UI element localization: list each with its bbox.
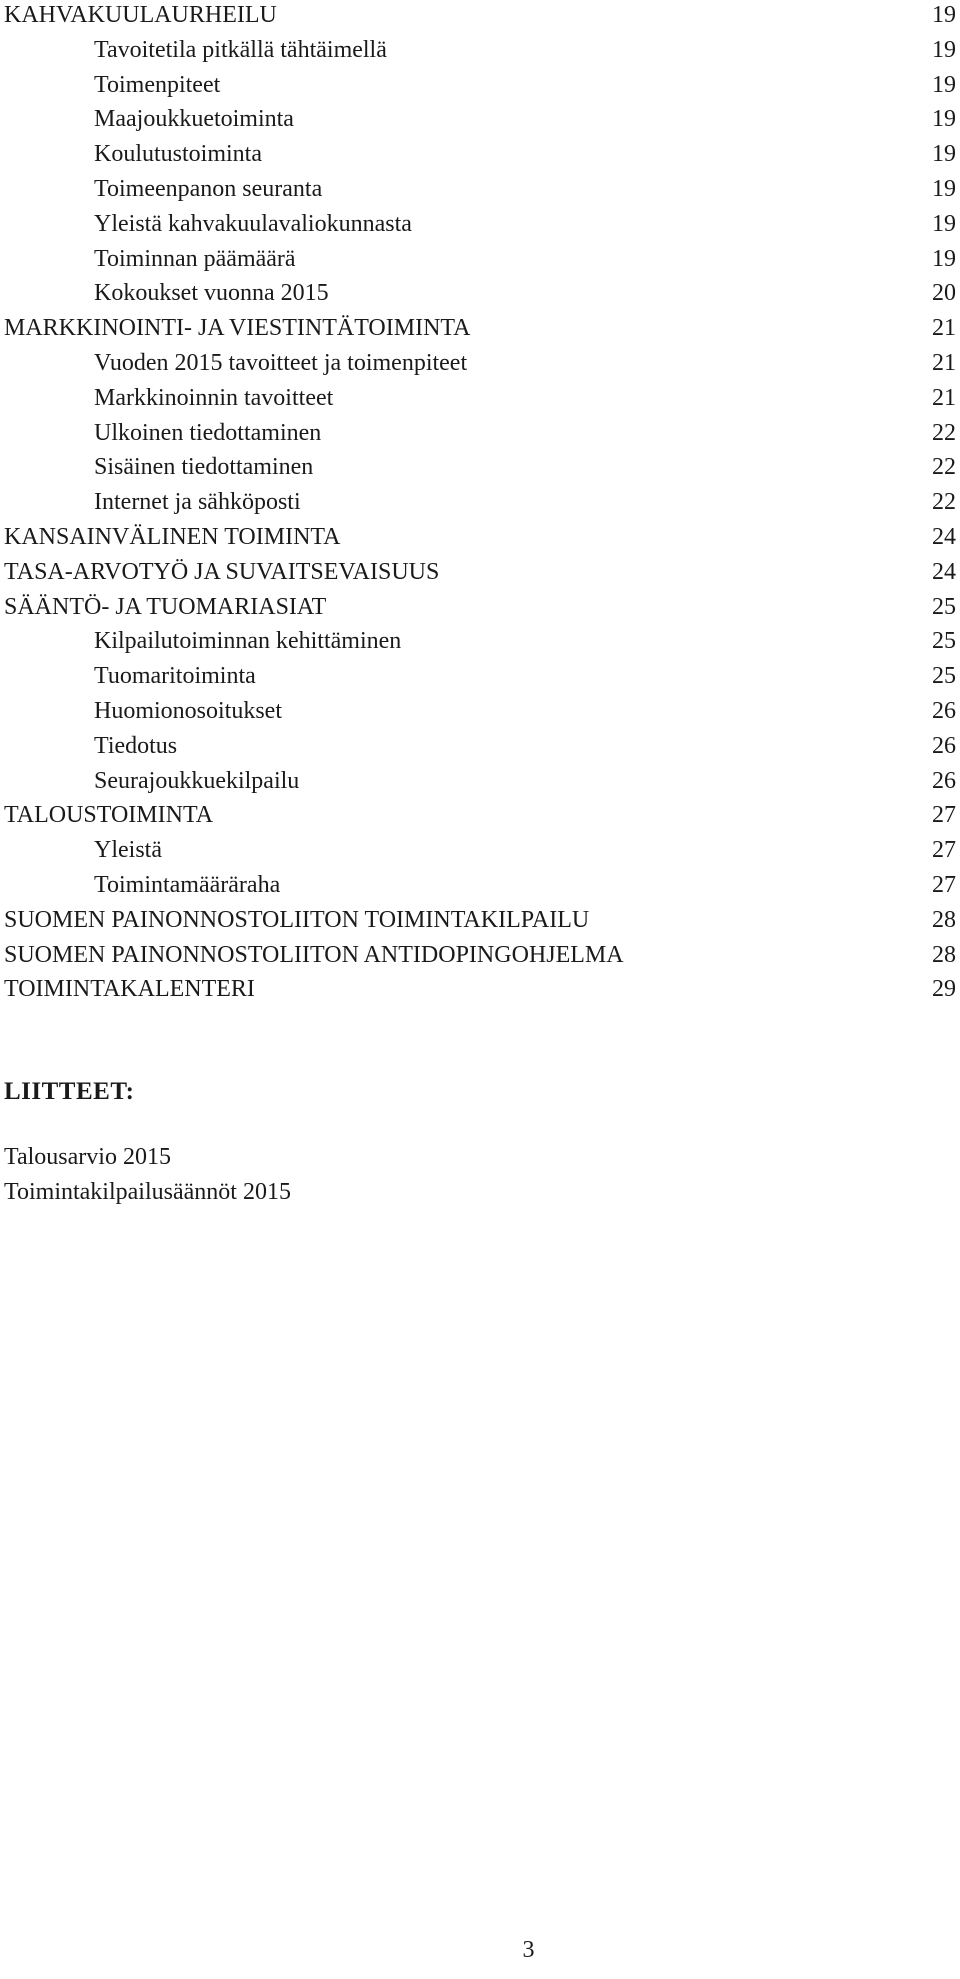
toc-entry-page-number: 21 [932,384,956,411]
toc-entry-title: TASA-ARVOTYÖ JA SUVAITSEVAISUUS [4,558,440,585]
toc-entry-title: Maajoukkuetoiminta [94,106,294,133]
toc-entry-page-number: 29 [932,976,956,1003]
toc-entry [0,348,960,383]
toc-entry-title: SUOMEN PAINONNOSTOLIITON ANTIDOPINGOHJELMA [4,941,624,968]
toc-entry [0,522,960,557]
page-number: 3 [522,1937,535,1963]
appendix-list [4,1140,291,1210]
toc-entry [0,940,960,975]
toc-entry [0,452,960,487]
toc-entry-page-number: 22 [932,419,956,446]
toc-entry-title: Vuoden 2015 tavoitteet ja toimenpiteet [94,349,468,376]
toc-entry-page-number: 20 [932,280,956,307]
toc-entry [0,383,960,418]
toc-entry-title: TALOUSTOIMINTA [4,802,214,829]
toc-entry-title: Seurajoukkuekilpailu [94,767,300,794]
toc-entry-page-number: 26 [932,767,956,794]
toc-entry [0,35,960,70]
toc-entry-page-number: 26 [932,732,956,759]
toc-entry-page-number: 22 [932,489,956,516]
toc-entry [0,0,960,35]
toc-entry [0,70,960,105]
appendix-item: Talousarvio 2015 [4,1144,171,1170]
toc-entry-title: Huomionosoitukset [94,697,283,724]
toc-entry [0,592,960,627]
toc-entry-page-number: 19 [932,210,956,237]
toc-entry-title: Tuomaritoiminta [94,663,256,690]
toc-entry-page-number: 19 [932,36,956,63]
toc-entry-title: MARKKINOINTI- JA VIESTINTÄTOIMINTA [4,315,471,342]
toc-entry [0,800,960,835]
toc-entry [0,870,960,905]
toc-entry-title: Toimeenpanon seuranta [94,175,323,202]
toc-entry-page-number: 19 [932,175,956,202]
toc-entry [0,278,960,313]
toc-entry-page-number: 24 [932,523,956,550]
toc-entry-title: SÄÄNTÖ- JA TUOMARIASIAT [4,593,327,620]
appendix-heading: LIITTEET: [4,1078,135,1105]
toc-entry-title: Ulkoinen tiedottaminen [94,419,322,446]
toc-entry-page-number: 26 [932,697,956,724]
toc-entry-title: Markkinoinnin tavoitteet [94,384,334,411]
toc-entry-title: Koulutustoiminta [94,141,262,168]
toc-entry [0,244,960,279]
toc-entry-page-number: 25 [932,628,956,655]
toc-entry [0,661,960,696]
toc-entry [0,905,960,940]
toc-entry [0,174,960,209]
toc-entry-page-number: 21 [932,349,956,376]
toc-entry-page-number: 27 [932,837,956,864]
toc-entry-title: Yleistä kahvakuulavaliokunnasta [94,210,412,237]
toc-entry-page-number: 25 [932,593,956,620]
toc-entry [0,731,960,766]
toc-entry-title: Toimenpiteet [94,71,221,98]
toc-entry-page-number: 22 [932,454,956,481]
toc-entry-title: KANSAINVÄLINEN TOIMINTA [4,523,341,550]
toc-entry [0,766,960,801]
toc-entry-title: Sisäinen tiedottaminen [94,454,314,481]
toc-entry-title: TOIMINTAKALENTERI [4,976,255,1003]
toc-entry [0,626,960,661]
toc-entry-page-number: 21 [932,315,956,342]
toc-entry-title: Yleistä [94,837,162,864]
toc-entry [0,487,960,522]
toc-entry [0,835,960,870]
toc-entry [0,209,960,244]
toc-entry-title: Tavoitetila pitkällä tähtäimellä [94,36,387,63]
toc-entry-page-number: 19 [932,106,956,133]
toc-entry-page-number: 28 [932,941,956,968]
toc-entry [0,418,960,453]
toc-entry [0,139,960,174]
toc-entry [0,557,960,592]
toc-entry [0,974,960,1009]
toc-entry [0,696,960,731]
toc-entry-page-number: 19 [932,141,956,168]
toc-entry-page-number: 24 [932,558,956,585]
toc-entry-page-number: 25 [932,663,956,690]
toc-entry-page-number: 19 [932,2,956,28]
toc-entry-title: KAHVAKUULAURHEILU [4,2,277,28]
toc-entry-page-number: 27 [932,871,956,898]
toc-entry-page-number: 27 [932,802,956,829]
toc-entry-page-number: 19 [932,245,956,272]
toc-entry-title: SUOMEN PAINONNOSTOLIITON TOIMINTAKILPAILU [4,906,590,933]
toc-entry-title: Internet ja sähköposti [94,489,301,516]
toc-entry-title: Tiedotus [94,732,178,759]
toc-entry-page-number: 19 [932,71,956,98]
toc-entry-title: Toiminnan päämäärä [94,245,296,272]
toc-entry-page-number: 28 [932,906,956,933]
appendix-item: Toimintakilpailusäännöt 2015 [4,1179,291,1205]
toc-entry-title: Kilpailutoiminnan kehittäminen [94,628,402,655]
toc-entry-title: Kokoukset vuonna 2015 [94,280,329,307]
toc-entry [0,313,960,348]
toc-entry-title: Toimintamääräraha [94,871,281,898]
toc-entry [0,104,960,139]
